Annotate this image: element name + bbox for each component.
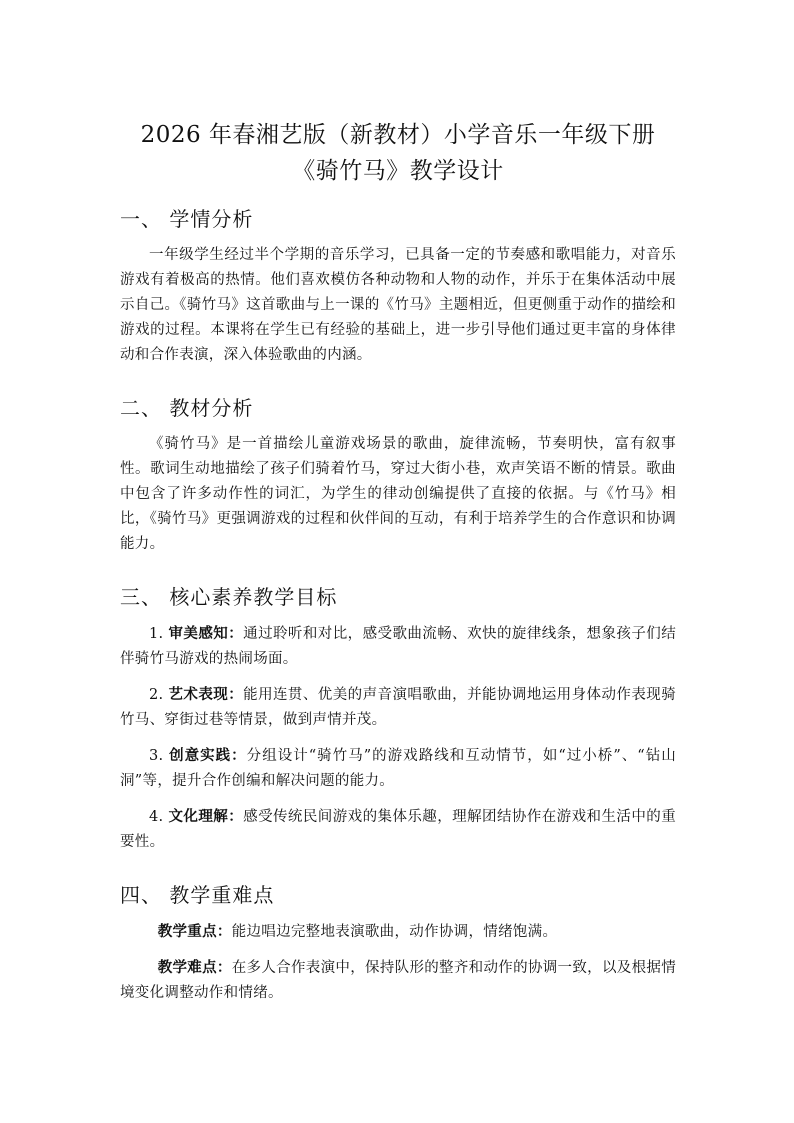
goal-number: 4.: [149, 809, 164, 825]
key-point-item: [120, 919, 676, 945]
section-paragraph-material-analysis: 《骑竹马》是一首描绘儿童游戏场景的歌曲，旋律流畅，节奏明快，富有叙事性。歌词生动地描绘了孩子们骑着竹马，穿过大街小巷，欢声笑语不断的情景。歌曲中包含了许多动作性的词汇，为学生的律动创编提供了直接的依据。与《竹马》相比，《骑竹马》更强调游戏的过程和伙伴间的互动，有利于培养学生的合作意识和协调能力。: [120, 436, 676, 552]
goal-label: 艺术表现：: [168, 686, 244, 703]
document-title-line1: 2026 年春湘艺版（新教材）小学音乐一年级下册: [140, 122, 656, 148]
document-page: [120, 117, 676, 1006]
goal-text: 分组设计“骑竹马”的游戏路线和互动情节，如“过小桥”、“钻山洞”等，提升合作创编和解决问题的能力。: [120, 748, 677, 789]
goal-label: 审美感知：: [168, 625, 244, 642]
goal-text: 感受传统民间游戏的集体乐趣，理解团结协作在游戏和生活中的重要性。: [120, 809, 676, 850]
goal-label: 文化理解：: [168, 808, 244, 825]
section-heading-learning-analysis: 一、 学情分析: [120, 207, 254, 231]
key-point-label: 教学重点：: [157, 923, 232, 940]
key-point-text: 能边唱边完整地表演歌曲，动作协调，情绪饱满。: [231, 924, 558, 940]
goal-number: 2.: [149, 687, 164, 703]
document-title-line2: 《骑竹马》教学设计: [292, 158, 504, 184]
difficult-point-text: 在多人合作表演中，保持队形的整齐和动作的协调一致，以及根据情境变化调整动作和情绪。: [120, 960, 676, 1001]
goal-label: 创意实践：: [169, 747, 247, 764]
goal-item: [120, 743, 676, 794]
goal-item: [120, 682, 676, 733]
goal-text: 能用连贯、优美的声音演唱歌曲，并能协调地运用身体动作表现骑竹马、穿街过巷等情景，做到声情并茂。: [120, 687, 676, 728]
section-heading-core-goals: 三、 核心素养教学目标: [120, 585, 338, 609]
goal-text: 通过聆听和对比，感受歌曲流畅、欢快的旋律线条，想象孩子们结伴骑竹马游戏的热闹场面。: [120, 626, 676, 667]
goal-item: [120, 804, 676, 855]
section-heading-key-difficult-points: 四、 教学重难点: [120, 883, 275, 907]
section-heading-material-analysis: 二、 教材分析: [120, 396, 254, 420]
section-paragraph-learning-analysis: 一年级学生经过半个学期的音乐学习，已具备一定的节奏感和歌唱能力，对音乐游戏有着极高的热情。他们喜欢模仿各种动物和人物的动作，并乐于在集体活动中展示自己。《骑竹马》这首歌曲与上一课的《竹马》主题相近，但更侧重于动作的描绘和游戏的过程。本课将在学生已有经验的基础上，进一步引导他们通过更丰富的身体律动和合作表演，深入体验歌曲的内涵。: [120, 247, 676, 363]
goal-number: 1.: [149, 626, 164, 642]
difficult-point-item: [120, 955, 676, 1006]
goal-number: 3.: [149, 748, 164, 764]
difficult-point-label: 教学难点：: [157, 959, 232, 976]
goal-item: [120, 621, 676, 672]
